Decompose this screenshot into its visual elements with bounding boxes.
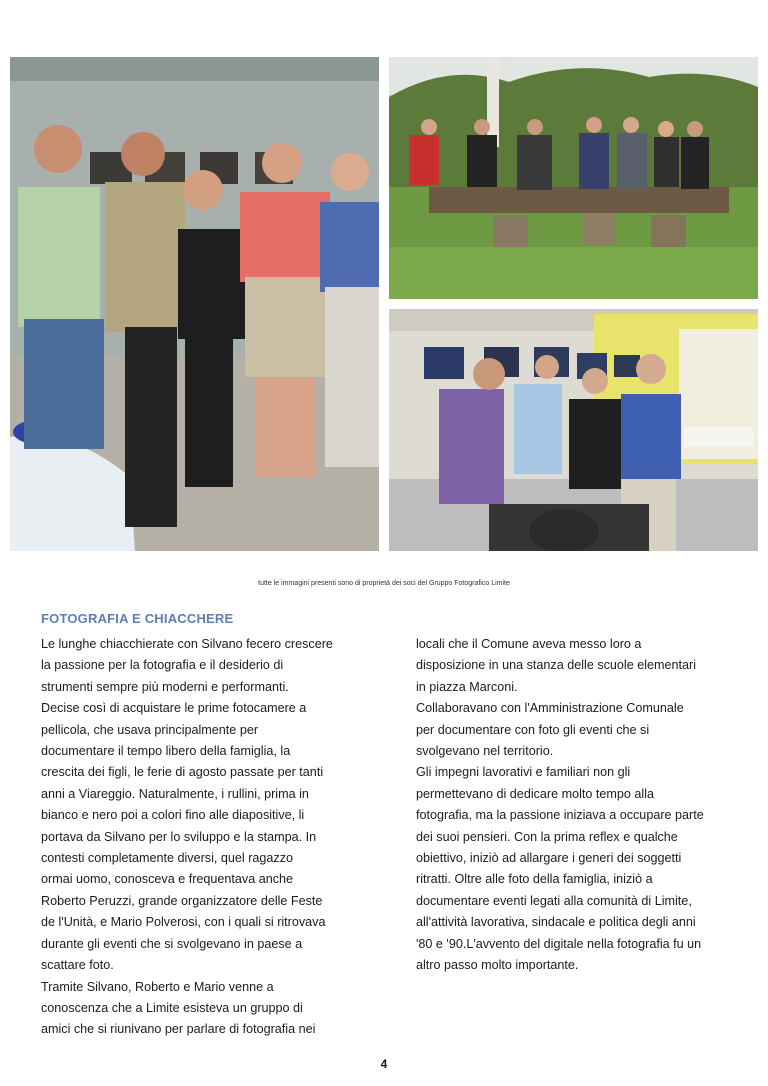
text-line: in piazza Marconi. xyxy=(416,679,518,694)
text-line: svolgevano nel territorio. xyxy=(416,744,554,759)
image-caption: tutte le immagini presenti sono di proprietà dei soci del Gruppo Fotografico Limite xyxy=(258,580,510,587)
text-line: strumenti sempre più moderni e performanti. xyxy=(41,679,289,694)
text-line: scattare foto. xyxy=(41,958,114,973)
text-line: pellicola, che usava principalmente per xyxy=(41,722,259,737)
text-line: '80 e '90.L'avvento del digitale nella fotografia fu un xyxy=(416,936,702,951)
text-line: documentare eventi legati alla comunità di Limite, xyxy=(416,893,692,908)
text-line: all'attività lavorativa, sindacale e politica degli anni xyxy=(416,915,696,930)
text-line: fotografia, ma la passione iniziava a occupare parte xyxy=(416,808,704,823)
text-line: locali che il Comune aveva messo loro a xyxy=(416,637,642,651)
text-line: bianco e nero poi a colori fino alle diapositive, li xyxy=(41,808,305,823)
text-line: anni a Viareggio. Naturalmente, i rullini, prima in xyxy=(41,786,309,801)
text-line: conoscenza che a Limite esisteva un gruppo di xyxy=(41,1000,303,1015)
text-line: altro passo molto importante. xyxy=(416,958,579,973)
photo-group-outdoors xyxy=(389,57,758,299)
text-line: Collaboravano con l'Amministrazione Comunale xyxy=(416,701,684,716)
text-line: Le lunghe chiacchierate con Silvano fecero crescere xyxy=(41,637,333,651)
text-line: obiettivo, iniziò ad allargare i generi dei soggetti xyxy=(416,851,682,866)
text-line: ritratti. Oltre alle foto della famiglia, iniziò a xyxy=(416,872,653,887)
photo-exhibition-room xyxy=(389,309,758,551)
section-title: FOTOGRAFIA E CHIACCHERE xyxy=(41,611,234,626)
text-line: dei suoi pensieri. Con la prima reflex e qualche xyxy=(416,829,678,844)
text-line: contesti completamente diversi, quel ragazzo xyxy=(41,851,294,866)
text-column-right xyxy=(416,634,736,977)
text-line: durante gli eventi che si svolgevano in paese a xyxy=(41,936,303,951)
text-line: disposizione in una stanza delle scuole elementari xyxy=(416,658,697,673)
text-line: permettevano di dedicare molto tempo alla xyxy=(416,786,655,801)
text-line: Tramite Silvano, Roberto e Mario venne a xyxy=(41,979,274,994)
text-line: Gli impegni lavorativi e familiari non gli xyxy=(416,765,631,780)
text-line: documentare il tempo libero della famiglia, la xyxy=(41,744,291,759)
text-line: de l'Unità, e Mario Polverosi, con i quali si ritrovava xyxy=(41,915,326,930)
text-line: Decise così di acquistare le prime fotocamere a xyxy=(41,701,307,716)
text-line: Roberto Peruzzi, grande organizzatore delle Feste xyxy=(41,893,323,908)
text-line: la passione per la fotografia e il desiderio di xyxy=(41,658,284,673)
page-number: 4 xyxy=(380,1057,388,1071)
text-line: portava da Silvano per lo sviluppo e la stampa. In xyxy=(41,829,317,844)
text-line: amici che si riunivano per parlare di fotografia nei xyxy=(41,1022,316,1037)
text-line: per documentare con foto gli eventi che si xyxy=(416,722,650,737)
text-line: crescita dei figli, le ferie di agosto passate per tanti xyxy=(41,765,324,780)
text-column-left xyxy=(41,634,361,1041)
photo-group-exhibition xyxy=(10,57,379,551)
text-line: ormai uomo, conosceva e frequentava anche xyxy=(41,872,294,887)
